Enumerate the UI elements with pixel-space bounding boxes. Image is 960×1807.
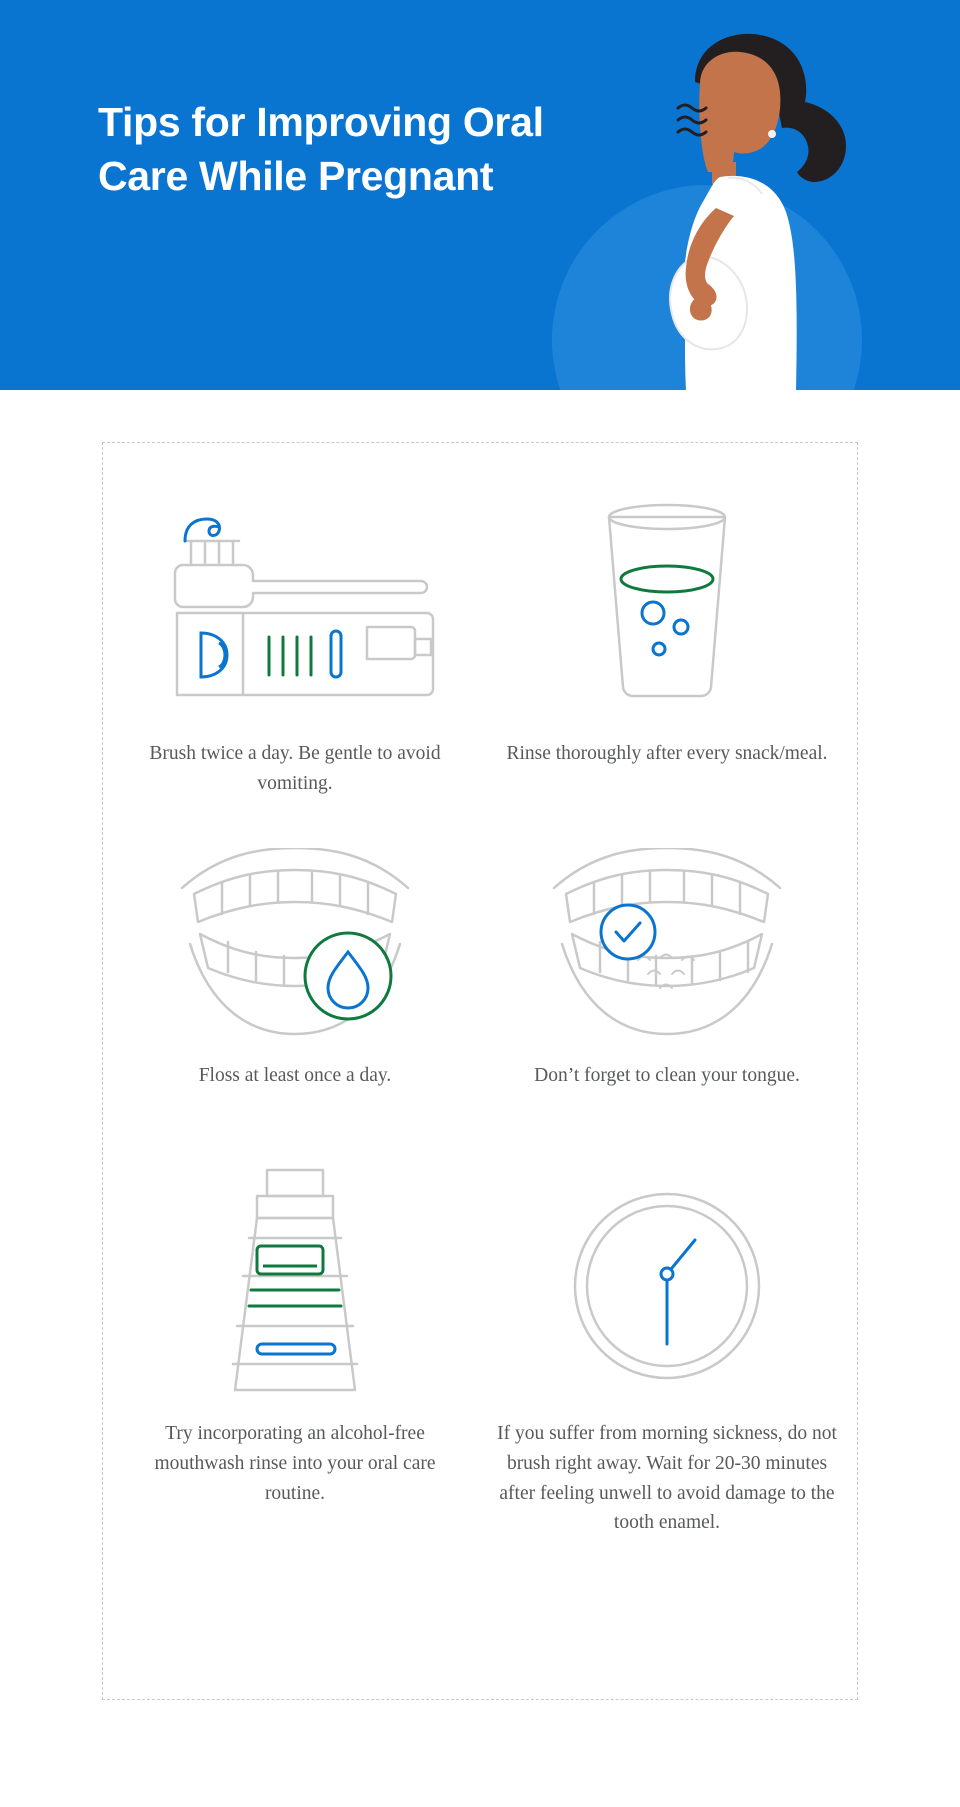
tip-item	[125, 1161, 465, 1508]
tip-item	[497, 481, 837, 769]
tips-grid	[103, 443, 859, 1701]
toothbrush-with-toothpaste-icon	[125, 481, 465, 731]
header-banner	[0, 0, 960, 390]
clock-icon	[497, 1161, 837, 1411]
tip-caption: Don’t forget to clean your tongue.	[534, 1065, 800, 1086]
tip-caption: If you suffer from morning sickness, do not brush right away. Wait for 20-30 minutes after feeling unwell to avoid damage to the tooth enamel.	[497, 1423, 837, 1534]
pregnant-woman-illustration	[600, 22, 900, 390]
mouthwash-bottle-icon	[125, 1161, 465, 1411]
tip-item	[497, 1161, 837, 1538]
mouth-with-floss-drop-icon	[125, 843, 465, 1053]
mouth-with-tongue-check-icon	[497, 843, 837, 1053]
tip-caption: Rinse thoroughly after every snack/meal.	[506, 743, 828, 764]
tips-card	[102, 442, 858, 1700]
tip-item	[125, 843, 465, 1091]
tip-caption: Brush twice a day. Be gentle to avoid vomiting.	[149, 743, 441, 794]
water-glass-icon	[497, 481, 837, 731]
tip-item	[497, 843, 837, 1091]
tip-caption: Try incorporating an alcohol-free mouthwash rinse into your oral care routine.	[154, 1423, 436, 1504]
tip-caption: Floss at least once a day.	[198, 1065, 392, 1086]
tip-item	[125, 481, 465, 799]
page-title: Tips for Improving Oral Care While Pregnant	[98, 99, 544, 200]
